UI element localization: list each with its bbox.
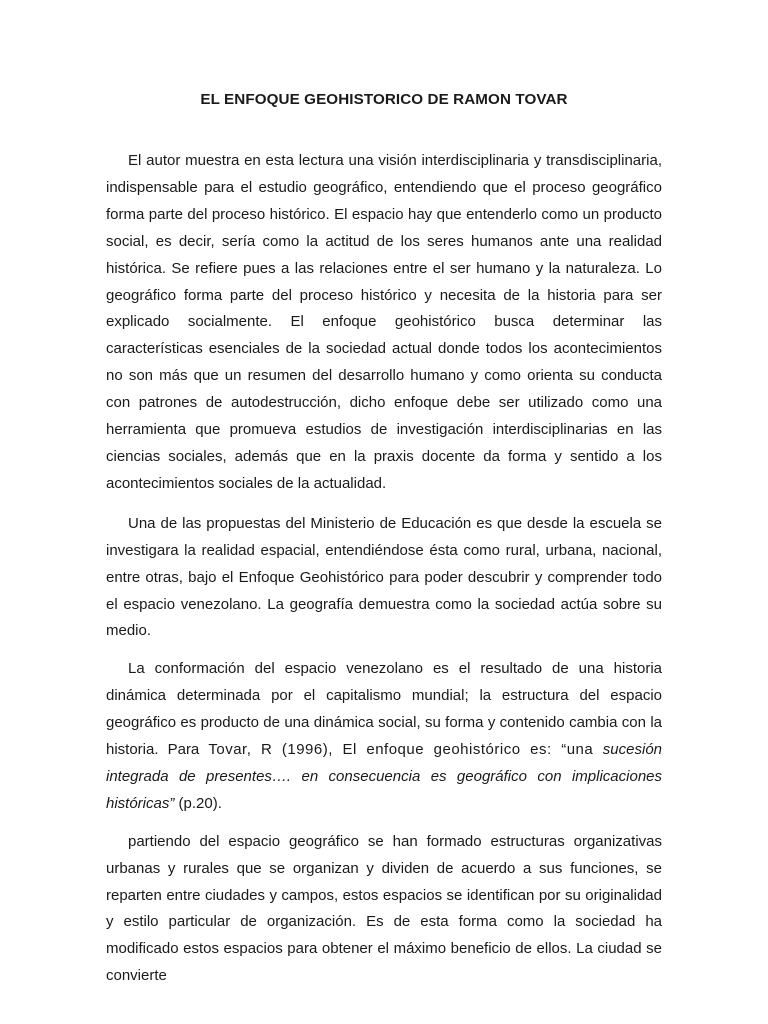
paragraph-4: partiendo del espacio geográfico se han formado estructuras organizativas urbanas y rurales que se organizan y dividen de acuerdo a sus funciones, se reparten entre ciudades y campos, estos espacios se identifican por su originalidad y estilo particular de organización. Es de esta forma como la sociedad ha modificado estos espacios para obtener el máximo beneficio de ellos. La ciudad se convierte: [106, 832, 662, 985]
citation-quote-close: ”: [169, 794, 175, 812]
paragraph-3-intro: La conformación del espacio venezolano es el resultado de una historia dinámica determinada por el capitalismo mundial; la estructura del espacio geográfico es producto de una dinámica social, su forma y contenido cambia con la historia. Para: [106, 660, 662, 759]
paragraph-2: Una de las propuestas del Ministerio de Educación es que desde la escuela se investigara la realidad espacial, entendiéndose ésta como rural, urbana, nacional, entre otras, bajo el Enfoque Geohistórico para poder descubrir y comprender todo el espacio venezolano. La geografía demuestra como la sociedad actúa sobre su medio.: [106, 514, 662, 640]
citation-page-ref: (p.20).: [174, 794, 222, 812]
paragraph-3: [106, 656, 662, 817]
document-title: EL ENFOQUE GEOHISTORICO DE RAMON TOVAR: [200, 91, 568, 108]
citation-quote: sucesión integrada de presentes…. en consecuencia es geográfico con implicaciones históricas: [106, 741, 662, 812]
citation-author: Tovar, R (1996), El enfoque geohistórico es: “una: [208, 741, 603, 759]
paragraph-1: El autor muestra en esta lectura una visión interdisciplinaria y transdisciplinaria, indispensable para el estudio geográfico, entendiendo que el proceso geográfico forma parte del proceso histórico. El espacio hay que entenderlo como un producto social, es decir, sería como la actitud de los seres humanos ante una realidad histórica. Se refiere pues a las relaciones entre el ser humano y la naturaleza. Lo geográfico forma parte del proceso histórico y necesita de la historia para ser explicado socialmente. El enfoque geohistórico busca determinar las características esenciales de la sociedad actual donde todos los acontecimientos no son más que un resumen del desarrollo humano y como orienta su conducta con patrones de autodestrucción, dicho enfoque debe ser utilizado como una herramienta que promueva estudios de investigación interdisciplinarias en las ciencias sociales, además que en la praxis docente da forma y sentido a los acontecimientos sociales de la actualidad.: [106, 152, 662, 492]
document-body: [106, 148, 662, 1000]
